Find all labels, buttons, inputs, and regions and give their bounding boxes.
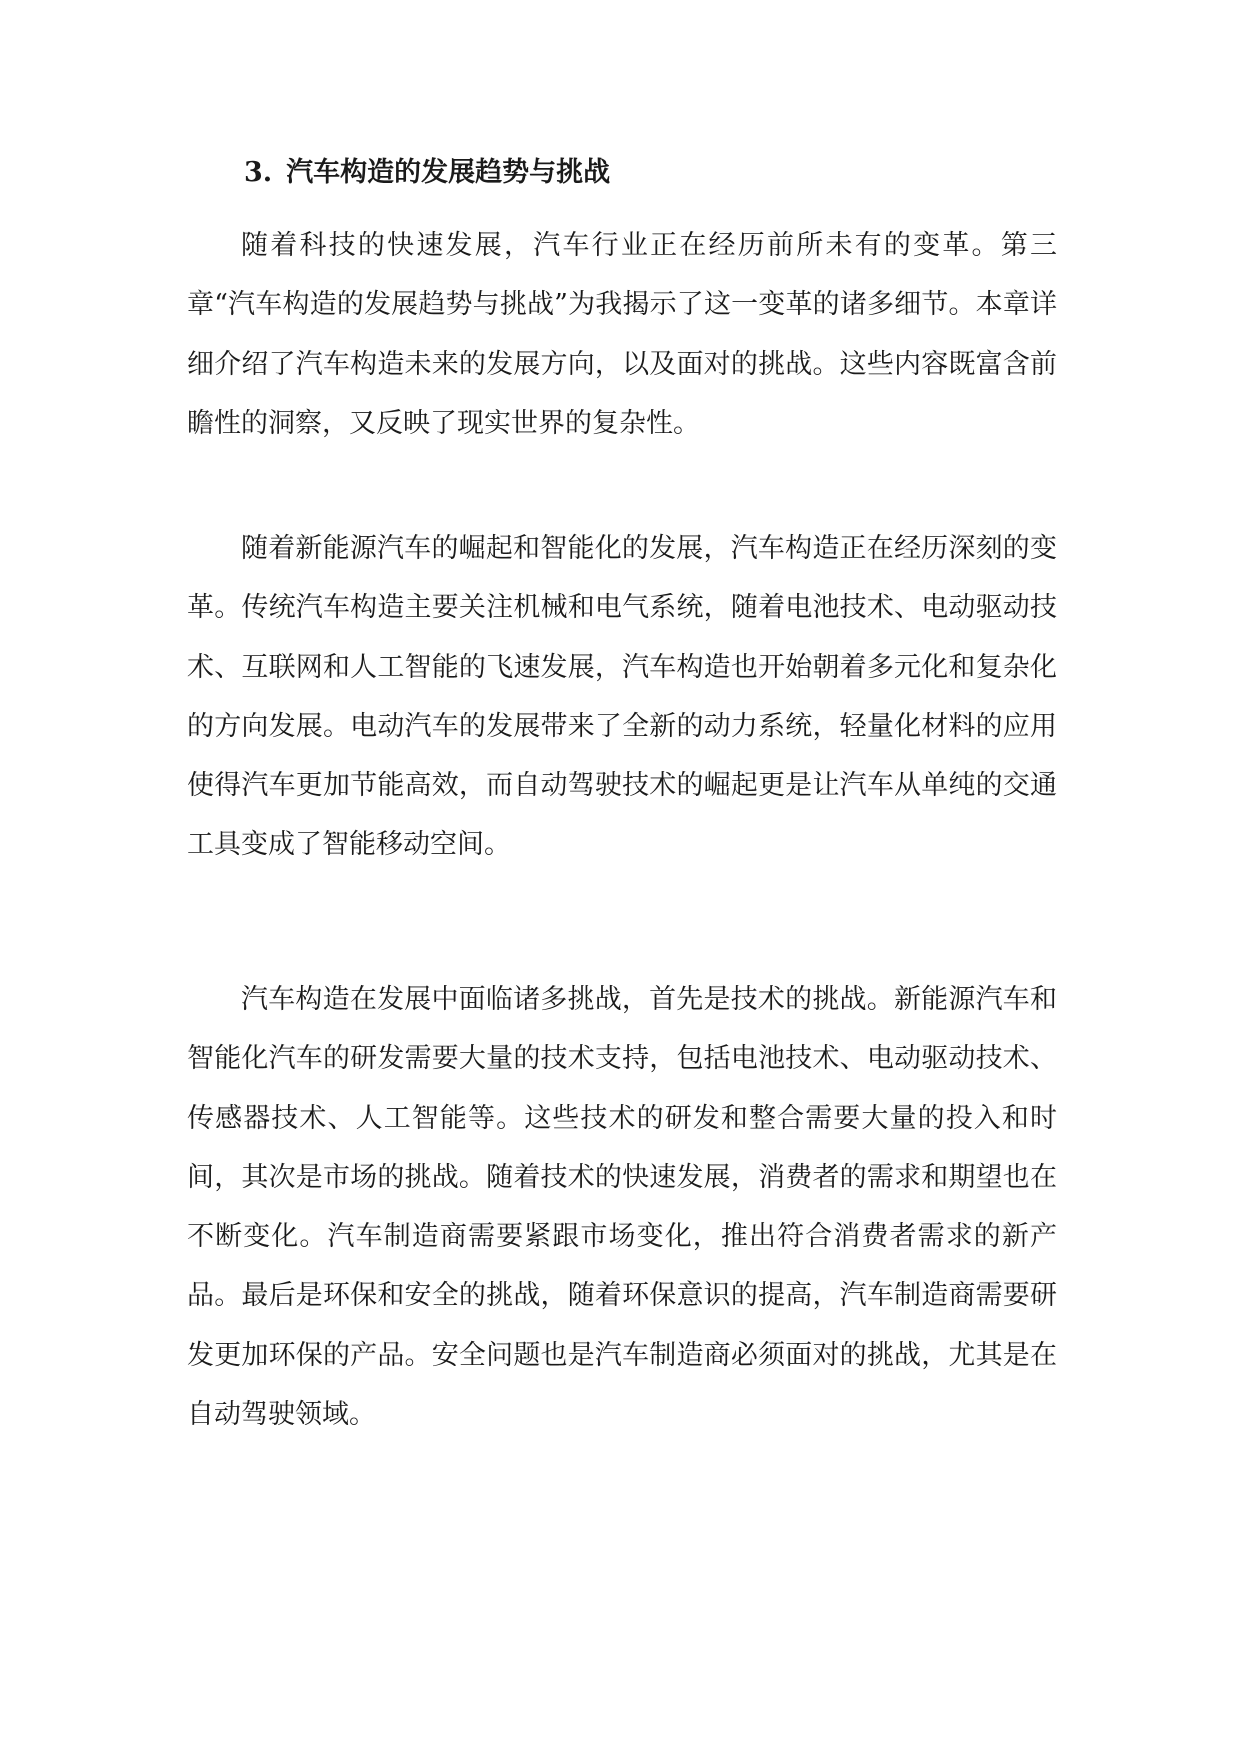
section-heading (244, 148, 610, 198)
section-title: 汽车构造的发展趋势与挑战 (286, 157, 611, 188)
paragraph-3: 汽车构造在发展中面临诸多挑战，首先是技术的挑战。新能源汽车和智能化汽车的研发需要大量的技术支持，包括电池技术、电动驱动技术、传感器技术、人工智能等。这些技术的研发和整合需要大量的投入和时间，其次是市场的挑战。随着技术的快速发展，消费者的需求和期望也在不断变化。汽车制造商需要紧跟市场变化，推出符合消费者需求的新产品。最后是环保和安全的挑战，随着环保意识的提高，汽车制造商需要研发更加环保的产品。安全问题也是汽车制造商必须面对的挑战，尤其是在自动驾驶领域。 (187, 984, 1057, 1431)
paragraph-2: 随着新能源汽车的崛起和智能化的发展，汽车构造正在经历深刻的变革。传统汽车构造主要关注机械和电气系统，随着电池技术、电动驱动技术、互联网和人工智能的飞速发展，汽车构造也开始朝着多元化和复杂化的方向发展。电动汽车的发展带来了全新的动力系统，轻量化材料的应用使得汽车更加节能高效，而自动驾驶技术的崛起更是让汽车从单纯的交通工具变成了智能移动空间。 (187, 533, 1057, 861)
paragraph-1: 随着科技的快速发展，汽车行业正在经历前所未有的变革。第三章“汽车构造的发展趋势与挑战”为我揭示了这一变革的诸多细节。本章详细介绍了汽车构造未来的发展方向，以及面对的挑战。这些内容既富含前瞻性的洞察，又反映了现实世界的复杂性。 (187, 230, 1057, 439)
section-number: 3. (244, 157, 273, 188)
